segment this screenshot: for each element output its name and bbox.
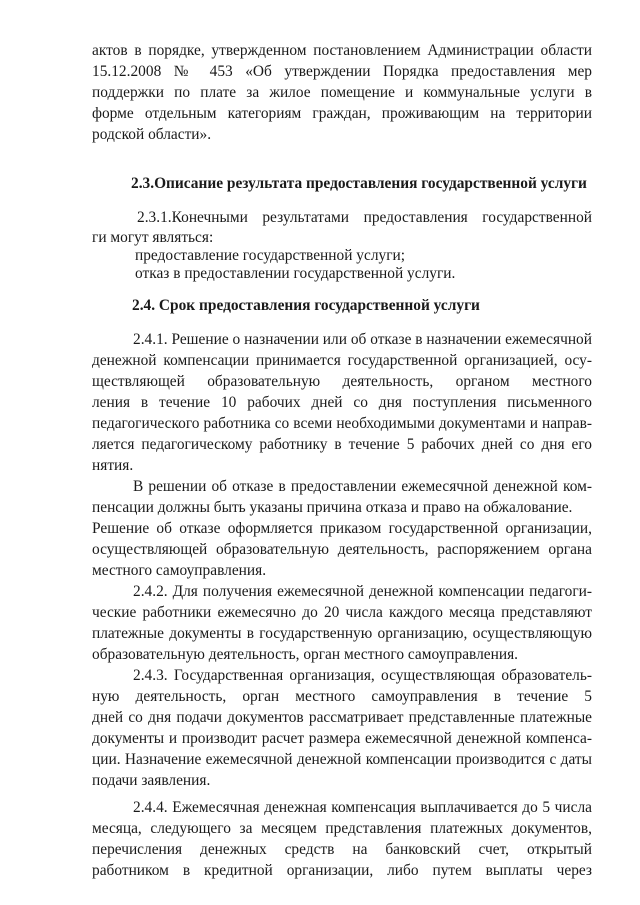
s23-line-4: отказ в предоставлении государственной услуги. [135,265,456,282]
s23-line-1: 2.3.1.Конечными результатами предоставления государственной [137,209,592,226]
refusal-order-line-3: местного самоуправления. [92,562,267,579]
intro-line-4: форме отдельным категориям граждан, проживающим на территории [92,105,592,122]
intro-line-2: 15.12.2008 № 453 «Об утверждении Порядка предоставления мер [92,63,592,80]
p241-line-3: ществляющей образовательную деятельность, органом местного [92,373,592,390]
refusal-line-1: В решении об отказе в предоставлении ежемесячной денежной ком- [133,478,592,495]
section-heading-2-4: 2.4. Срок предоставления государственной услуги [132,297,480,314]
p243-line-1: 2.4.3. Государственная организация, осуществляющая образователь- [133,667,592,684]
p244-line-4: работником в кредитной организации, либо путем выплаты через [92,862,592,879]
section-heading-2-3: 2.3.Описание результата предоставления государственной услуги [131,175,587,192]
s23-line-3: предоставление государственной услуги; [135,247,406,264]
intro-line-5: родской области». [92,126,212,143]
p241-line-2: денежной компенсации принимается государственной организацией, осу- [92,352,592,369]
p243-line-4: документы и производит расчет размера ежемесячной денежной компенса- [92,730,592,747]
p241-line-7: нятия. [92,457,134,474]
p242-line-2: ческие работники ежемесячно до 20 числа каждого месяца представляют [92,604,592,621]
p242-line-3: платежные документы в государственную организацию, осуществляющую [92,625,592,642]
p243-line-2: ную деятельность, орган местного самоуправления в течение 5 [92,688,592,705]
refusal-order-line-2: осуществляющей образовательную деятельность, распоряжением органа [92,541,592,558]
p241-line-4: ления в течение 10 рабочих дней со дня поступления письменного [92,394,592,411]
intro-line-3: поддержки по плате за жилое помещение и коммунальные услуги в [92,84,592,101]
p244-line-1: 2.4.4. Ежемесячная денежная компенсация выплачивается до 5 числа [133,799,592,816]
refusal-line-2: пенсации должны быть указаны причина отказа и право на обжалование. [92,499,573,516]
p242-line-4: образовательную деятельность, орган местного самоуправления. [92,646,519,663]
p244-line-2: месяца, следующего за месяцем представления платежных документов, [92,820,592,837]
p241-line-6: ляется педагогическому работнику в течение 5 рабочих дней со дня его [92,436,592,453]
p244-line-3: перечисления денежных средств на банковский счет, открытый [92,841,592,858]
p242-line-1: 2.4.2. Для получения ежемесячной денежной компенсации педагоги- [133,583,592,600]
p243-line-6: подачи заявления. [92,772,211,789]
intro-line-1: актов в порядке, утвержденном постановлением Администрации области [92,42,592,59]
p243-line-3: дней со дня подачи документов рассматривает представленные платежные [92,709,592,726]
p241-line-5: педагогического работника со всеми необходимыми документами и направ- [92,415,592,432]
refusal-order-line-1: Решение об отказе оформляется приказом государственной организации, [92,520,592,537]
p243-line-5: ции. Назначение ежемесячной денежной компенсации производится с даты [92,751,592,768]
s23-line-2: ги могут являться: [92,229,214,246]
p241-line-1: 2.4.1. Решение о назначении или об отказе в назначении ежемесячной [133,331,592,348]
